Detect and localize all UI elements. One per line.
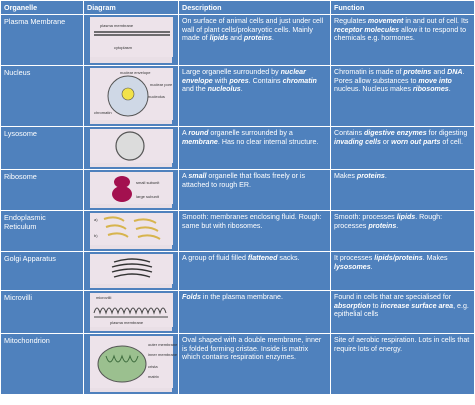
diagram-cell xyxy=(84,170,179,211)
diagram-cell xyxy=(84,334,179,395)
header-organelle: Organelle xyxy=(1,1,84,15)
organelle-name: Golgi Apparatus xyxy=(1,252,84,291)
diagram-label: a) xyxy=(94,217,98,222)
emphasis-text: proteins xyxy=(403,68,432,76)
description-cell xyxy=(179,127,331,170)
cell-text: Site of aerobic respiration. Lots in cells that require lots of energy. xyxy=(334,336,470,353)
golgi-diagram xyxy=(90,254,172,288)
emphasis-text: invading cells xyxy=(334,137,381,146)
cell-text: or xyxy=(380,137,392,146)
emphasis-text: DNA xyxy=(447,68,463,76)
function-cell xyxy=(331,211,475,252)
organelle-name: Nucleus xyxy=(1,66,84,127)
diagram-cell xyxy=(84,252,179,291)
diagram-label: b) xyxy=(94,233,98,238)
diagram-cell xyxy=(84,66,179,127)
header-row xyxy=(1,1,475,15)
emphasis-text: ribosomes xyxy=(412,85,449,94)
emphasis-text: absorption xyxy=(334,301,371,310)
cell-text: . xyxy=(384,172,387,180)
diagram-label: cytoplasm xyxy=(114,45,133,50)
diagram-label: matrix xyxy=(148,374,159,379)
description-cell xyxy=(179,66,331,127)
diagram-cell xyxy=(84,15,179,66)
organelle-name: Endoplasmic Reticulum xyxy=(1,211,84,252)
cell-text: with xyxy=(212,76,230,85)
emphasis-text: round xyxy=(188,129,209,137)
description-cell xyxy=(179,334,331,395)
function-cell xyxy=(331,127,475,170)
cell-text: Smooth: processes xyxy=(334,213,397,221)
er-diagram xyxy=(90,213,172,249)
diagram-cell xyxy=(84,127,179,170)
cell-text: Contains xyxy=(334,129,364,137)
emphasis-text: small xyxy=(188,172,207,180)
cell-text: in the plasma membrane. xyxy=(200,293,283,301)
diagram-label: crista xyxy=(148,364,158,369)
cell-text: allow it to respond to chemicals e.g. hormones. xyxy=(334,25,467,43)
cell-text: . Rough: processes xyxy=(334,213,443,230)
emphasis-text: chromatin xyxy=(282,76,317,85)
cell-text: . Makes xyxy=(422,254,448,262)
cell-text: Regulates xyxy=(334,17,368,25)
function-cell xyxy=(331,170,475,211)
diagram-label: outer membrane xyxy=(148,342,178,347)
cell-text: Oval shaped with a double membrane, inner is folded forming cristae. Inside is matrix which contains respiration enzymes. xyxy=(182,336,322,362)
cell-text: for digesting xyxy=(426,129,468,137)
emphasis-text: proteins xyxy=(243,34,272,43)
cell-text: Found in cells that are specialised for xyxy=(334,293,452,301)
cell-text: . Pores allow substances to xyxy=(334,68,465,85)
plasma-membrane-diagram xyxy=(90,17,172,63)
emphasis-text: proteins xyxy=(368,221,397,230)
diagram-label: plasma membrane xyxy=(110,320,144,325)
emphasis-text: lipids xyxy=(396,213,416,221)
cell-text: It processes xyxy=(334,254,375,262)
diagram-label: nucleolus xyxy=(148,94,165,99)
cell-text: . xyxy=(271,34,274,43)
description-cell xyxy=(179,15,331,66)
microvilli-diagram xyxy=(90,293,172,331)
table-row xyxy=(1,127,475,170)
diagram-label: small subunit xyxy=(136,180,160,185)
emphasis-text: receptor molecules xyxy=(334,25,400,34)
table-row xyxy=(1,291,475,334)
organelle-name: Microvilli xyxy=(1,291,84,334)
cell-text: organelle surrounded by a xyxy=(208,129,293,137)
table-row xyxy=(1,66,475,127)
organelle-name: Plasma Membrane xyxy=(1,15,84,66)
emphasis-text: lipids/proteins xyxy=(374,254,423,262)
emphasis-text: flattened xyxy=(247,254,278,262)
description-cell xyxy=(179,252,331,291)
diagram-label: large subunit xyxy=(136,194,159,199)
mitochondrion-diagram xyxy=(90,336,178,392)
function-cell xyxy=(331,252,475,291)
emphasis-text: lysosomes xyxy=(334,262,371,271)
emphasis-text: Folds xyxy=(182,293,201,301)
cell-text: Chromatin is made of xyxy=(334,68,404,76)
cell-text: to xyxy=(370,301,381,310)
diagram-label: plasma membrane xyxy=(100,23,134,28)
cell-text: and the xyxy=(182,85,208,94)
cell-text: , e.g. epithelial cells xyxy=(334,301,469,319)
cell-text: Makes xyxy=(334,172,357,180)
emphasis-text: worn out parts xyxy=(391,137,441,146)
cell-text: Smooth: membranes enclosing fluid. Rough: same but with ribosomes. xyxy=(182,213,322,230)
function-cell xyxy=(331,15,475,66)
lysosome-diagram xyxy=(90,129,172,167)
cell-text: A xyxy=(182,172,189,180)
table-row xyxy=(1,170,475,211)
cell-text: nucleus. Nucleus makes xyxy=(334,85,413,94)
diagram-cell xyxy=(84,211,179,252)
function-cell xyxy=(331,291,475,334)
emphasis-text: movement xyxy=(367,17,404,25)
description-cell xyxy=(179,291,331,334)
table-row xyxy=(1,334,475,395)
description-cell xyxy=(179,211,331,252)
cell-text: . xyxy=(448,85,451,94)
header-function: Function xyxy=(331,1,475,15)
cell-text: organelle that floats freely or is attached to rough ER. xyxy=(182,172,306,189)
function-cell xyxy=(331,66,475,127)
emphasis-text: nucleolus xyxy=(207,85,241,94)
emphasis-text: nuclear envelope xyxy=(182,68,306,85)
organelle-name: Lysosome xyxy=(1,127,84,170)
cell-text: . xyxy=(370,262,373,271)
cell-text: and xyxy=(228,34,244,43)
ribosome-diagram xyxy=(90,172,172,208)
emphasis-text: move into xyxy=(418,76,452,85)
cell-text: Large organelle surrounded by xyxy=(182,68,281,76)
nucleus-diagram xyxy=(90,68,172,124)
diagram-label: nuclear envelope xyxy=(120,70,151,75)
cell-text: and xyxy=(431,68,448,76)
emphasis-text: lipids xyxy=(209,34,229,43)
cell-text: . xyxy=(396,221,399,230)
cell-text: On surface of animal cells and just under cell wall of plant cells/prokaryotic cells. Mainly made of xyxy=(182,17,324,43)
diagram-label: nuclear pore xyxy=(150,82,173,87)
cell-text: in and out of cell. Its xyxy=(403,17,469,25)
emphasis-text: proteins xyxy=(356,172,385,180)
emphasis-text: increase surface area xyxy=(380,301,454,310)
header-diagram: Diagram xyxy=(84,1,179,15)
table-row xyxy=(1,15,475,66)
emphasis-text: membrane xyxy=(182,137,218,146)
emphasis-text: pores xyxy=(229,76,249,85)
diagram-label: inner membrane xyxy=(148,352,178,357)
organelle-name: Mitochondrion xyxy=(1,334,84,395)
table-row xyxy=(1,252,475,291)
cell-text: . xyxy=(240,85,243,94)
cell-text: . Contains xyxy=(248,76,283,85)
description-cell xyxy=(179,170,331,211)
diagram-label: chromatin xyxy=(94,110,112,115)
cell-text: A xyxy=(182,129,189,137)
table-row xyxy=(1,211,475,252)
cell-text: . Has no clear internal structure. xyxy=(217,137,319,146)
cell-text: of cell. xyxy=(440,137,463,146)
organelle-name: Ribosome xyxy=(1,170,84,211)
emphasis-text: digestive enzymes xyxy=(363,129,427,137)
cell-text: sacks. xyxy=(277,254,300,262)
diagram-cell xyxy=(84,291,179,334)
diagram-label: microvilli xyxy=(96,295,112,300)
header-description: Description xyxy=(179,1,331,15)
cell-text: A group of fluid filled xyxy=(182,254,248,262)
function-cell xyxy=(331,334,475,395)
